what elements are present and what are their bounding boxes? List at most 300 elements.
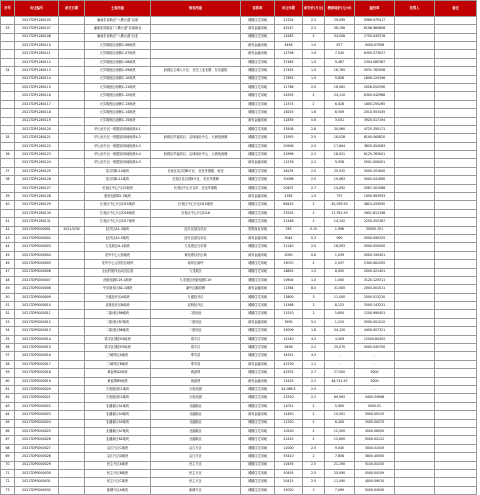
table-cell: 1.6 <box>303 109 325 117</box>
table-cell: 29,099 <box>325 16 355 24</box>
table-cell: 0.3 <box>303 234 325 242</box>
table-cell: 34 <box>1 67 15 75</box>
table-cell: 5969.975417 <box>355 16 395 24</box>
table-cell: 2021TDP1280127 <box>15 184 59 192</box>
table-cell: 40,093.50 <box>325 201 355 209</box>
table-cell: 11,090 <box>325 478 355 486</box>
table-cell: 7,808 <box>325 453 355 461</box>
table-cell: 零售商业用地 <box>241 226 275 234</box>
table-cell: 2021TDP0000022 <box>15 402 59 410</box>
table-cell: 2021TDP0000030 <box>15 469 59 477</box>
table-cell <box>395 344 435 352</box>
table-cell: 2.2 <box>303 394 325 402</box>
table-cell: 商务金融用地 <box>241 377 275 385</box>
table-cell: 68 <box>1 444 15 452</box>
table-cell <box>435 142 477 150</box>
table-cell: 2021TDP0000024 <box>15 419 59 427</box>
table-cell: 1800.250265 <box>355 100 395 108</box>
table-cell: 2021TDP0000014 <box>15 335 59 343</box>
table-cell <box>59 83 85 91</box>
table-cell: 757 <box>325 193 355 201</box>
table-cell <box>435 218 477 226</box>
table-cell: 5000.190451 <box>355 251 395 259</box>
table-cell <box>151 33 241 41</box>
table-cell: 龙华中心公园地块 <box>85 251 151 259</box>
table-cell: 天府组团C2地块 <box>85 394 151 402</box>
table-cell: 21224 <box>275 16 303 24</box>
table-cell <box>59 176 85 184</box>
table-cell <box>59 117 85 125</box>
table-cell <box>435 184 477 192</box>
table-row <box>1 260 477 268</box>
table-cell: 47 <box>1 268 15 276</box>
table-cell <box>435 285 477 293</box>
table-cell <box>395 302 435 310</box>
table-cell <box>395 260 435 268</box>
table-cell: 3500.143231 <box>355 302 395 310</box>
table-cell: 35000.701 <box>355 226 395 234</box>
table-cell <box>59 109 85 117</box>
table-cell: 民主片区 <box>151 461 241 469</box>
table-cell: 3920.017194 <box>355 117 395 125</box>
table-cell <box>395 184 435 192</box>
table-cell: 城镇住宅用地 <box>241 243 275 251</box>
table-cell: 城镇住宅用地 <box>241 469 275 477</box>
table-cell <box>59 453 85 461</box>
table-cell: 30,060 <box>325 125 355 133</box>
table-cell <box>395 335 435 343</box>
table-cell: 5,900 <box>325 402 355 410</box>
table-cell: 17,351.50 <box>325 209 355 217</box>
table-cell: 4.5 <box>303 352 325 360</box>
table-cell: 2021TDP1280115 <box>15 83 59 91</box>
table-cell <box>435 33 477 41</box>
table-cell: 2021TDP0000009 <box>15 293 59 301</box>
table-cell <box>395 218 435 226</box>
table-cell: 7,090 <box>325 486 355 494</box>
table-cell <box>1 50 15 58</box>
table-cell: 2021TDP0000010 <box>15 302 59 310</box>
table-cell: 2.5 <box>303 176 325 184</box>
table-cell <box>59 184 85 192</box>
table-cell: 11574 <box>275 100 303 108</box>
table-cell: 17,604 <box>325 142 355 150</box>
table-cell <box>395 310 435 318</box>
table-cell: 22510 <box>275 310 303 318</box>
table-cell <box>395 469 435 477</box>
table-cell: 5031.762958 <box>355 67 395 75</box>
table-cell <box>435 117 477 125</box>
table-cell <box>435 176 477 184</box>
table-cell: 3000.001012 <box>355 318 395 326</box>
table-cell: 877 <box>325 41 355 49</box>
table-cell: 2021TDP0000020 <box>15 386 59 394</box>
table-cell <box>59 444 85 452</box>
table-cell: 5000 <box>355 377 395 385</box>
table-cell <box>395 419 435 427</box>
table-cell <box>395 75 435 83</box>
table-cell: 1.8 <box>303 327 325 335</box>
table-cell: 双桥经开区B地块 <box>85 302 151 310</box>
table-cell: 奉节县 <box>151 360 241 368</box>
table-cell: 2 <box>303 436 325 444</box>
table-cell <box>395 461 435 469</box>
table-cell: 长寿区中心片区D16地块 <box>85 209 151 217</box>
column-header: 成交价(万元) <box>303 1 325 17</box>
table-cell: 2021TDP0000012 <box>15 318 59 326</box>
table-row <box>1 436 477 444</box>
table-cell <box>435 159 477 167</box>
table-cell: 2021TDP0000025 <box>15 427 59 435</box>
table-cell <box>1 33 15 41</box>
table-cell: 5001.000001 <box>355 159 395 167</box>
table-cell: 11576 <box>275 159 303 167</box>
table-cell: 25,090 <box>325 469 355 477</box>
table-cell <box>395 444 435 452</box>
table-cell <box>59 25 85 33</box>
table-cell: 8.0 <box>303 285 325 293</box>
table-cell: 44,086.5 <box>275 386 303 394</box>
table-cell <box>151 75 241 83</box>
table-cell: 经开区A1-3地块 <box>85 226 151 234</box>
table-cell <box>395 394 435 402</box>
table-cell: 12,600 <box>325 436 355 444</box>
table-cell: 14,102 <box>325 218 355 226</box>
table-cell: 45 <box>1 251 15 259</box>
table-cell: - <box>325 352 355 360</box>
table-cell <box>435 386 477 394</box>
table-cell: 46,741.97 <box>325 377 355 385</box>
table-cell: 70 <box>1 461 15 469</box>
table-cell: 1.0 <box>303 41 325 49</box>
table-row <box>1 352 477 360</box>
table-cell <box>395 67 435 75</box>
table-cell: 51448 <box>275 218 303 226</box>
table-cell: 城镇住宅用地 <box>241 58 275 66</box>
table-cell: 0.6 <box>303 117 325 125</box>
table-cell: 城镇住宅用地 <box>241 176 275 184</box>
table-cell: - <box>355 386 395 394</box>
table-row <box>1 335 477 343</box>
table-cell: 2021TDP0000027 <box>15 444 59 452</box>
table-cell <box>59 209 85 217</box>
table-cell: 66 <box>1 427 15 435</box>
table-cell <box>59 394 85 402</box>
table-cell <box>1 109 15 117</box>
table-row <box>1 159 477 167</box>
table-row <box>1 125 477 133</box>
table-cell: 梁平区城东E4地块 <box>85 335 151 343</box>
table-cell <box>59 344 85 352</box>
table-cell: 3000.01045 <box>355 444 395 452</box>
table-cell: 39 <box>1 193 15 201</box>
table-row <box>1 92 477 100</box>
table-cell <box>1 92 15 100</box>
table-cell: 11564 <box>275 285 303 293</box>
table-cell: 18825 <box>275 268 303 276</box>
table-cell <box>1 75 15 83</box>
table-cell: 14,092 <box>325 184 355 192</box>
table-cell: 34,120 <box>325 327 355 335</box>
table-cell <box>395 142 435 150</box>
table-cell <box>59 193 85 201</box>
table-cell: 2021TDP0000008 <box>15 285 59 293</box>
table-cell: - <box>355 360 395 368</box>
table-cell: - <box>355 352 395 360</box>
table-cell <box>151 25 241 33</box>
table-cell: 2021TDP1280105 <box>15 16 59 24</box>
table-cell: 11520 <box>275 419 303 427</box>
table-cell <box>1 41 15 49</box>
table-cell <box>435 302 477 310</box>
table-cell <box>59 318 85 326</box>
table-cell: 10904 <box>275 276 303 284</box>
table-cell <box>435 151 477 159</box>
table-cell: 万盛经开区 <box>151 293 241 301</box>
table-cell: 49 <box>1 285 15 293</box>
table-row <box>1 201 477 209</box>
table-cell <box>59 276 85 284</box>
table-cell <box>435 377 477 385</box>
table-cell: 3820.054563 <box>355 142 395 150</box>
table-cell <box>435 352 477 360</box>
table-cell: 2 <box>303 201 325 209</box>
table-cell: 2300.061205 <box>355 260 395 268</box>
table-cell <box>435 16 477 24</box>
table-cell: 2021TDP1280129 <box>15 201 59 209</box>
table-cell: 二郎西区 <box>151 327 241 335</box>
table-cell: 城镇住宅用地 <box>241 184 275 192</box>
table-cell: 22410 <box>275 436 303 444</box>
table-cell: 大学城西区南侧C-15地块 <box>85 117 151 125</box>
table-cell: 12000 <box>275 444 303 452</box>
table-cell: 2.5 <box>303 461 325 469</box>
table-cell <box>435 486 477 494</box>
table-row <box>1 134 477 142</box>
table-cell: 55 <box>1 335 15 343</box>
table-cell <box>435 369 477 377</box>
table-cell: 城镇住宅用地 <box>241 419 275 427</box>
table-cell <box>395 117 435 125</box>
table-cell: 2021TDP0000011 <box>15 310 59 318</box>
table-cell: 13800 <box>275 293 303 301</box>
table-cell <box>59 251 85 259</box>
table-row <box>1 394 477 402</box>
table-cell: 大学城西区南侧C-07地块 <box>85 50 151 58</box>
table-cell: 55410 <box>275 453 303 461</box>
table-row <box>1 386 477 394</box>
table-cell <box>395 436 435 444</box>
table-cell: 1,039 <box>325 251 355 259</box>
table-cell: 梁平区 <box>151 344 241 352</box>
table-cell: 67 <box>1 436 15 444</box>
table-cell: 1750.045376 <box>355 33 395 41</box>
table-cell <box>395 360 435 368</box>
table-cell: 34521 <box>275 352 303 360</box>
table-cell: 2021/3/30 <box>59 226 85 234</box>
table-row <box>1 151 477 159</box>
table-cell: 5.2 <box>303 318 325 326</box>
table-cell: 2021TDP0000015 <box>15 344 59 352</box>
table-cell: 大学城西区南侧C-11地块 <box>85 83 151 91</box>
table-cell: 3000.00075 <box>355 419 395 427</box>
table-cell: 5900.09125 <box>355 411 395 419</box>
table-cell: 8,509 <box>325 109 355 117</box>
table-cell <box>435 67 477 75</box>
table-cell: 九龙坡区西彭组团C19 <box>151 276 241 284</box>
table-cell: 商务金融用地 <box>241 159 275 167</box>
table-cell <box>59 16 85 24</box>
table-row <box>1 33 477 41</box>
table-cell: 2021TDP0000018 <box>15 369 59 377</box>
table-cell: 2021TDP0000021 <box>15 394 59 402</box>
table-cell <box>435 276 477 284</box>
table-row <box>1 411 477 419</box>
table-cell: 城镇住宅用地 <box>241 335 275 343</box>
table-cell: 31,005 <box>325 285 355 293</box>
table-cell <box>59 427 85 435</box>
table-cell: 商务金融用地 <box>241 318 275 326</box>
table-cell: 20415 <box>275 478 303 486</box>
table-cell: 北湖新区 <box>151 419 241 427</box>
table-cell: 城镇住宅用地 <box>241 83 275 91</box>
table-cell: 65 <box>1 419 15 427</box>
table-cell <box>395 167 435 175</box>
table-cell: 西城区华福项目、沿城南北中心、大纵线西侧 <box>151 151 241 159</box>
table-row <box>1 469 477 477</box>
table-cell <box>151 50 241 58</box>
table-cell <box>1 58 15 66</box>
table-cell: 12021 <box>275 402 303 410</box>
table-cell: 44 <box>1 243 15 251</box>
table-row <box>1 276 477 284</box>
table-cell <box>1 142 15 150</box>
table-cell: 57 <box>1 352 15 360</box>
table-cell: 7,540 <box>325 50 355 58</box>
table-cell: 27855 <box>275 75 303 83</box>
header-row <box>1 1 477 17</box>
table-cell: 商务金融用地 <box>241 25 275 33</box>
table-cell: 1.0 <box>303 276 325 284</box>
table-row <box>1 16 477 24</box>
table-cell <box>59 335 85 343</box>
table-cell: - <box>325 360 355 368</box>
table-cell: 1,000 <box>325 276 355 284</box>
table-row <box>1 310 477 318</box>
table-cell <box>435 318 477 326</box>
table-cell <box>1 209 15 217</box>
table-cell <box>395 411 435 419</box>
table-cell: 城镇住宅用地 <box>241 92 275 100</box>
table-cell: 2.2 <box>303 344 325 352</box>
table-cell <box>59 134 85 142</box>
table-cell <box>395 427 435 435</box>
table-cell: 2 <box>303 209 325 217</box>
table-cell: 2,037 <box>325 260 355 268</box>
table-row <box>1 302 477 310</box>
table-cell: 2021TDP1280113 <box>15 67 59 75</box>
table-cell: 潼南东部新区"八横大道"以北 <box>85 33 151 41</box>
table-cell <box>395 318 435 326</box>
table-row <box>1 167 477 175</box>
table-cell <box>435 419 477 427</box>
table-cell: 66425 <box>275 201 303 209</box>
table-cell: 2000.001011 <box>355 285 395 293</box>
table-cell: 54 <box>1 327 15 335</box>
table-cell: 51 <box>1 302 15 310</box>
table-cell <box>59 201 85 209</box>
table-cell: 2.2 <box>303 377 325 385</box>
table-cell: 经开区绿岛项目 <box>151 234 241 242</box>
table-row <box>1 25 477 33</box>
table-cell: 黄泥塝A2地块 <box>85 369 151 377</box>
table-cell <box>395 352 435 360</box>
table-cell: 西彭组团C19-1地块 <box>85 276 151 284</box>
table-cell <box>435 167 477 175</box>
table-cell: 城镇住宅用地 <box>241 167 275 175</box>
table-cell: 56,106 <box>325 25 355 33</box>
table-cell <box>435 436 477 444</box>
table-cell: 9,040 <box>325 444 355 452</box>
table-row <box>1 327 477 335</box>
table-cell <box>59 167 85 175</box>
table-cell: 3000.201640 <box>355 167 395 175</box>
table-row <box>1 318 477 326</box>
table-body <box>1 16 477 494</box>
table-cell <box>395 268 435 276</box>
table-cell: 4,509 <box>325 335 355 343</box>
table-cell: 5100.04150 <box>355 461 395 469</box>
table-cell: 6100.065820 <box>355 134 395 142</box>
table-cell: 1.5 <box>303 268 325 276</box>
table-cell: 西城区主城入片区、北至工业北路、东至嘉陵 <box>151 67 241 75</box>
table-row <box>1 360 477 368</box>
table-cell <box>395 209 435 217</box>
table-cell <box>435 310 477 318</box>
table-row <box>1 453 477 461</box>
table-row <box>1 486 477 494</box>
table-cell: 41230 <box>275 360 303 368</box>
table-row <box>1 142 477 150</box>
table-cell <box>395 125 435 133</box>
table-cell: 新塘片区 <box>151 486 241 494</box>
table-cell: 2021TDP0000029 <box>15 461 59 469</box>
table-cell <box>435 50 477 58</box>
table-cell: 19070 <box>275 260 303 268</box>
table-cell: 黄泥塝B5地块 <box>85 377 151 385</box>
table-cell: 城镇住宅用地 <box>241 310 275 318</box>
table-cell <box>395 276 435 284</box>
table-row <box>1 478 477 486</box>
table-cell: 城镇住宅用地 <box>241 209 275 217</box>
table-cell: 2021TDP0000001 <box>15 226 59 234</box>
table-cell <box>395 377 435 385</box>
table-cell: 2010.553435 <box>355 109 395 117</box>
table-cell: 华山北片区一期建设用地地块4-2 <box>85 134 151 142</box>
table-cell: 黄泥塝以东区域 <box>151 251 241 259</box>
table-cell: 2567.401086 <box>355 184 395 192</box>
table-cell: 22955 <box>275 134 303 142</box>
table-cell: 2021TDP1280117 <box>15 100 59 108</box>
table-cell: 潼南东部新区"八横大道"以南 <box>85 16 151 24</box>
table-cell: 2304.085387 <box>355 58 395 66</box>
table-cell: 0.15 <box>303 226 325 234</box>
table-cell: 北湖新区A7地块 <box>85 427 151 435</box>
table-cell: 2021TDP0000028 <box>15 453 59 461</box>
table-cell: 1,210 <box>325 318 355 326</box>
table-cell: 双桥经开区 <box>151 302 241 310</box>
table-cell: 12500.60452 <box>355 335 395 343</box>
